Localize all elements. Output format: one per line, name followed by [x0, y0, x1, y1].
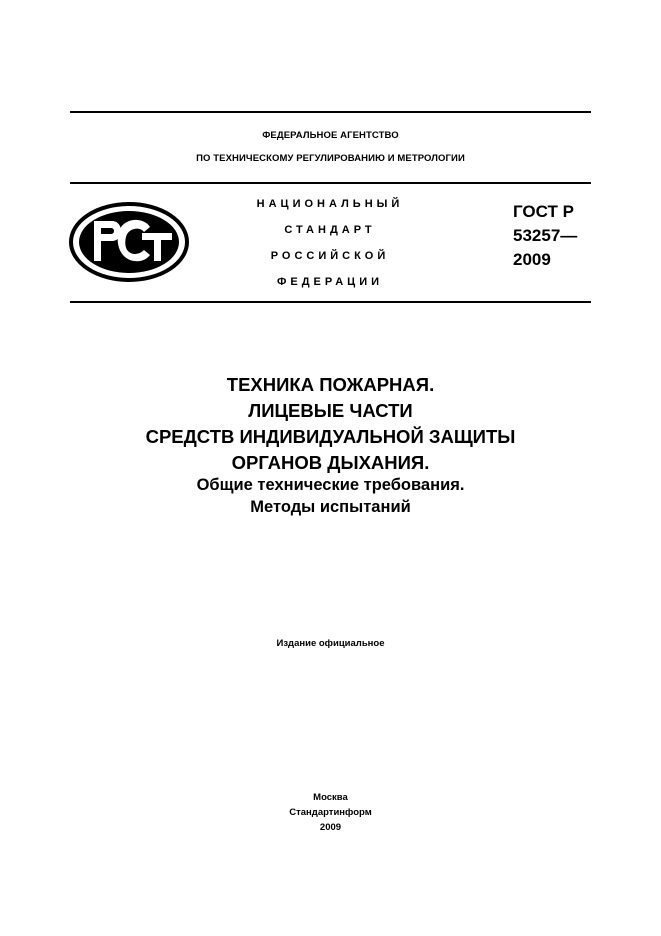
- imprint-publisher: Стандартинформ: [289, 807, 372, 818]
- imprint-year: 2009: [319, 822, 342, 833]
- standard-type-line-2: СТАНДАРТ: [284, 224, 376, 236]
- agency-line-1: ФЕДЕРАЛЬНОЕ АГЕНТСТВО: [262, 130, 399, 141]
- gost-line-1: ГОСТ Р: [513, 202, 574, 221]
- top-divider: [70, 111, 591, 113]
- standard-type-line-3: РОССИЙСКОЙ: [270, 250, 390, 262]
- gost-line-2: 53257—: [513, 226, 578, 245]
- title-line-6: Методы испытаний: [250, 498, 411, 516]
- standard-type-line-4: ФЕДЕРАЦИИ: [276, 276, 384, 288]
- agency-line-2: ПО ТЕХНИЧЕСКОМУ РЕГУЛИРОВАНИЮ И МЕТРОЛОГИИ: [196, 153, 465, 164]
- title-line-2: ЛИЦЕВЫЕ ЧАСТИ: [248, 400, 413, 421]
- edition-label: Издание официальное: [276, 638, 385, 649]
- rst-certification-mark-icon: [68, 201, 190, 283]
- standard-type-line-1: НАЦИОНАЛЬНЫЙ: [256, 198, 404, 210]
- header-divider: [70, 182, 591, 184]
- title-line-5: Общие технические требования.: [196, 476, 465, 494]
- header-bottom-divider: [70, 301, 591, 303]
- imprint-city: Москва: [313, 792, 348, 803]
- title-line-4: ОРГАНОВ ДЫХАНИЯ.: [231, 452, 430, 473]
- gost-line-3: 2009: [513, 250, 551, 269]
- title-line-1: ТЕХНИКА ПОЖАРНАЯ.: [226, 374, 435, 395]
- title-line-3: СРЕДСТВ ИНДИВИДУАЛЬНОЙ ЗАЩИТЫ: [145, 426, 516, 447]
